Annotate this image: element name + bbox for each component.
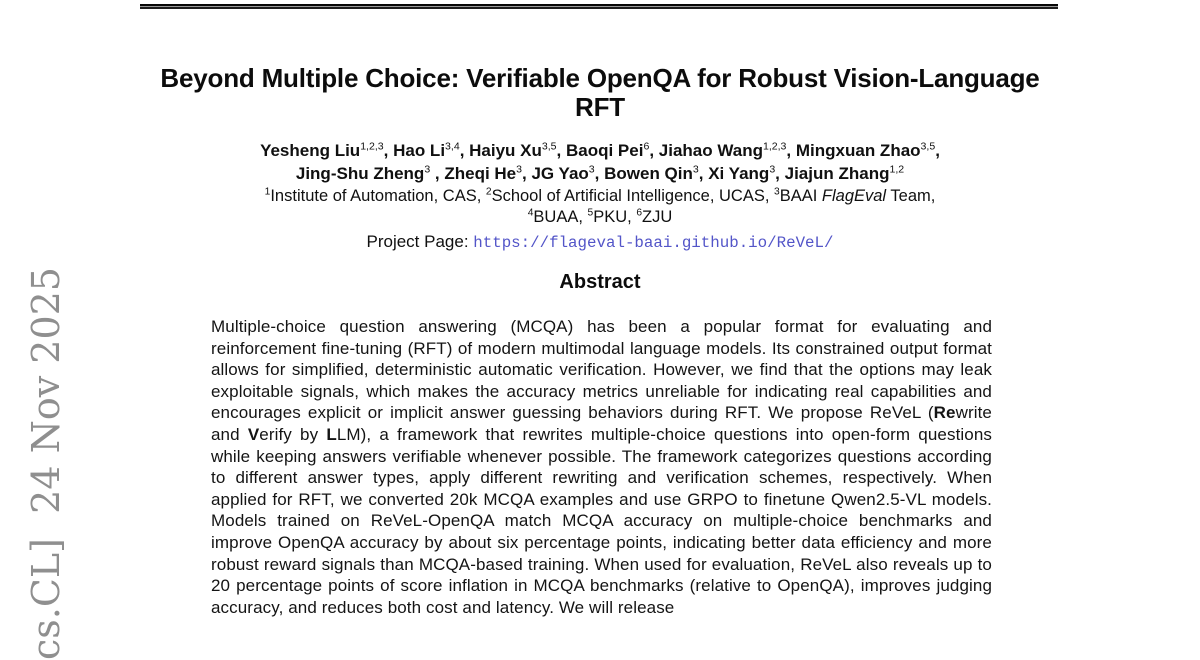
top-rule <box>140 4 1058 9</box>
paper-title-line2: RFT <box>575 92 625 122</box>
author-line-2: Jing-Shu Zheng$^3$ , Zheqi He$^3$, JG Yao$^3$, Bowen Qin$^3$, Xi Yang$^3$, Jiajun Zhang$^{1,2}$ <box>295 163 905 183</box>
paper-title <box>140 64 1060 122</box>
author-line-1: Yesheng Liu$^{1,2,3}$, Hao Li$^{3,4}$, Haiyu Xu$^{3,5}$, Baoqi Pei$^6$, Jiahao Wang$^{1,2,3}$, Mingxuan Zhao$^{3,5}$, <box>260 140 940 160</box>
author-block <box>120 139 1080 185</box>
affiliation-line-1: $^1$Institute of Automation, CAS, $^2$School of Artificial Intelligence, UCAS, $^3$BAAI FlagEval Team, <box>264 186 936 205</box>
project-page-label: Project Page: <box>366 232 474 251</box>
abstract-text: Multiple-choice question answering (MCQA) has been a popular format for evaluating and reinforcement fine-tuning (RFT) of modern multimodal language models. Its constrained output format allows for simplified, deterministic automatic verification. However, we find that the options may leak exploitable signals, which makes the accuracy metrics unreliable for indicating real capabilities and encourages explicit or implicit answer guessing behaviors during RFT. We propose ReVeL (Rewrite and Verify by LLM), a framework that rewrites multiple-choice questions into open-form questions while keeping answers verifiable whenever possible. The framework categorizes questions according to different answer types, apply different rewriting and verification schemes, respectively. When applied for RFT, we converted 20k MCQA examples and use GRPO to finetune Qwen2.5-VL models. Models trained on ReVeL-OpenQA match MCQA accuracy on multiple-choice benchmarks and improve OpenQA accuracy by about six percentage points, indicating better data efficiency and more robust reward signals than MCQA-based training. When used for evaluation, ReVeL also reveals up to 20 percentage points of score inflation in MCQA benchmarks (relative to OpenQA), improves judging accuracy, and reduces both cost and latency. We will release <box>211 317 992 617</box>
project-page-link[interactable]: https://flageval-baai.github.io/ReVeL/ <box>473 234 834 252</box>
paper-title-line1: Beyond Multiple Choice: Verifiable OpenQA for Robust Vision-Language <box>160 63 1040 93</box>
affiliation-block <box>120 186 1080 228</box>
arxiv-watermark: cs.CL] 24 Nov 2025 <box>24 267 68 660</box>
affiliation-line-2: $^4$BUAA, $^5$PKU, $^6$ZJU <box>527 207 673 226</box>
project-page-line <box>120 231 1080 254</box>
abstract-heading: Abstract <box>559 271 641 293</box>
